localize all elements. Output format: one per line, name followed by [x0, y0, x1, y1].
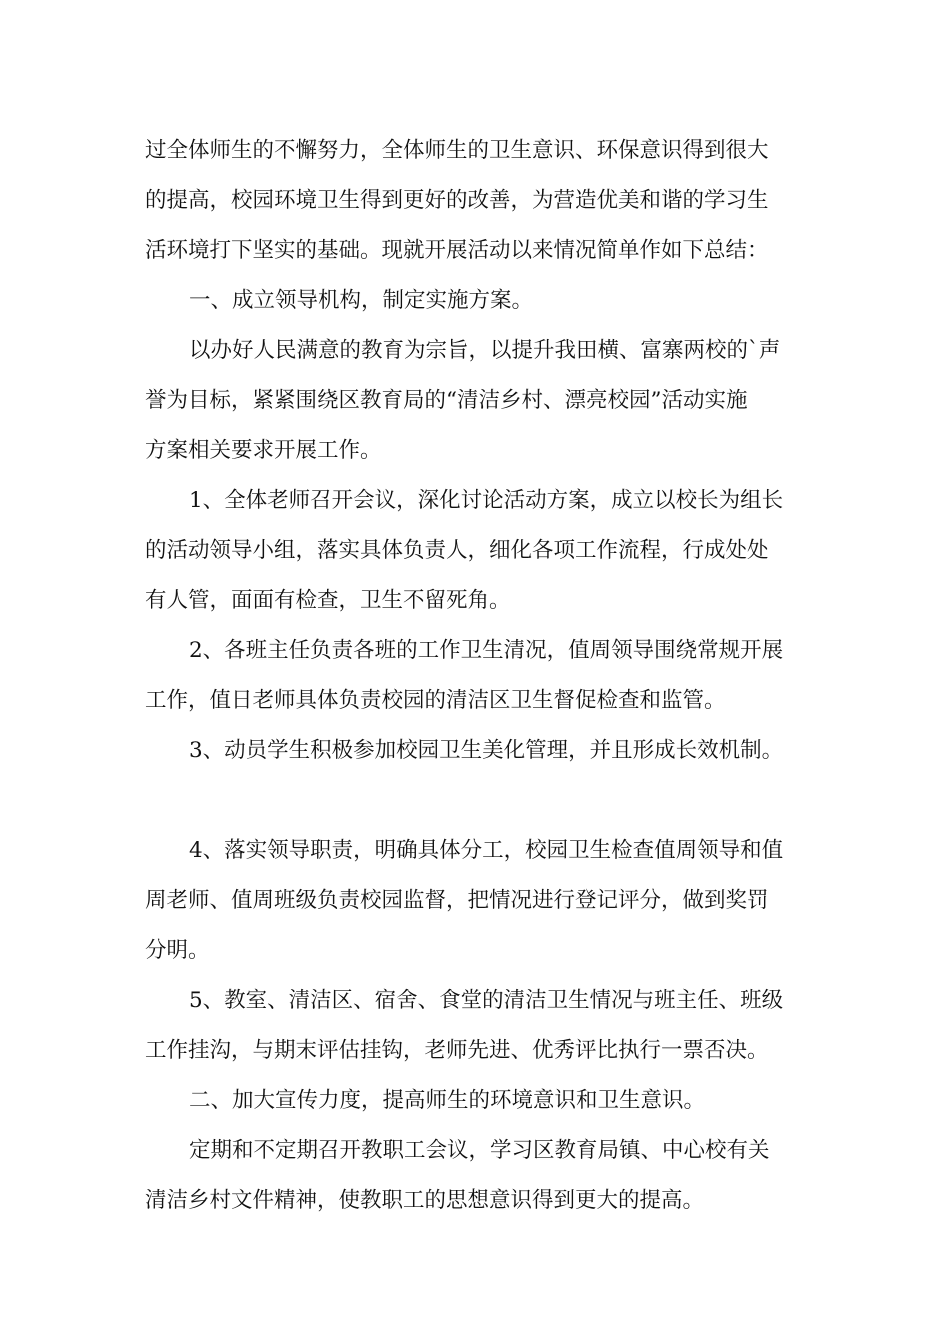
paragraph-line: 方案相关要求开展工作。 — [145, 438, 382, 463]
list-item-line: 有人管，面面有检查，卫生不留死角。 — [145, 588, 511, 613]
list-item-line: 周老师、值周班级负责校园监督，把情况进行登记评分，做到奖罚 — [145, 888, 769, 913]
paragraph-line: 以办好人民满意的教育为宗旨，以提升我田横、富寨两校的`声 — [189, 338, 781, 363]
paragraph-line: 过全体师生的不懈努力，全体师生的卫生意识、环保意识得到很大 — [145, 138, 769, 163]
section-heading: 一、成立领导机构，制定实施方案。 — [189, 288, 534, 313]
blank-gap — [145, 776, 810, 826]
list-item-line: 的活动领导小组，落实具体负责人，细化各项工作流程，行成处处 — [145, 538, 769, 563]
paragraph-line: 的提高，校园环境卫生得到更好的改善，为营造优美和谐的学习生 — [145, 188, 769, 213]
paragraph-line: 活环境打下坚实的基础。现就开展活动以来情况简单作如下总结： — [145, 238, 769, 263]
document-body — [145, 126, 810, 1226]
section-heading: 二、加大宣传力度，提高师生的环境意识和卫生意识。 — [189, 1088, 706, 1113]
list-item-line: 1、全体老师召开会议，深化讨论活动方案，成立以校长为组长 — [189, 488, 784, 513]
list-item-line: 4、落实领导职责，明确具体分工，校园卫生检查值周领导和值 — [189, 838, 784, 863]
paragraph-line: 誉为目标，紧紧围绕区教育局的“清洁乡村、漂亮校园”活动实施 — [145, 388, 748, 413]
list-item-line: 2、各班主任负责各班的工作卫生清况，值周领导围绕常规开展 — [189, 638, 784, 663]
paragraph-line: 定期和不定期召开教职工会议，学习区教育局镇、中心校有关 — [189, 1138, 770, 1163]
list-item-line: 工作挂沟，与期末评估挂钩，老师先进、优秀评比执行一票否决。 — [145, 1038, 769, 1063]
paragraph-line: 清洁乡村文件精神，使教职工的思想意识得到更大的提高。 — [145, 1188, 705, 1213]
list-item-line: 工作，值日老师具体负责校园的清洁区卫生督促检查和监管。 — [145, 688, 726, 713]
list-item-line: 5、教室、清洁区、宿舍、食堂的清洁卫生情况与班主任、班级 — [189, 988, 784, 1013]
list-item-line: 3、动员学生积极参加校园卫生美化管理，并且形成长效机制。 — [189, 738, 784, 763]
list-item-line: 分明。 — [145, 938, 210, 963]
